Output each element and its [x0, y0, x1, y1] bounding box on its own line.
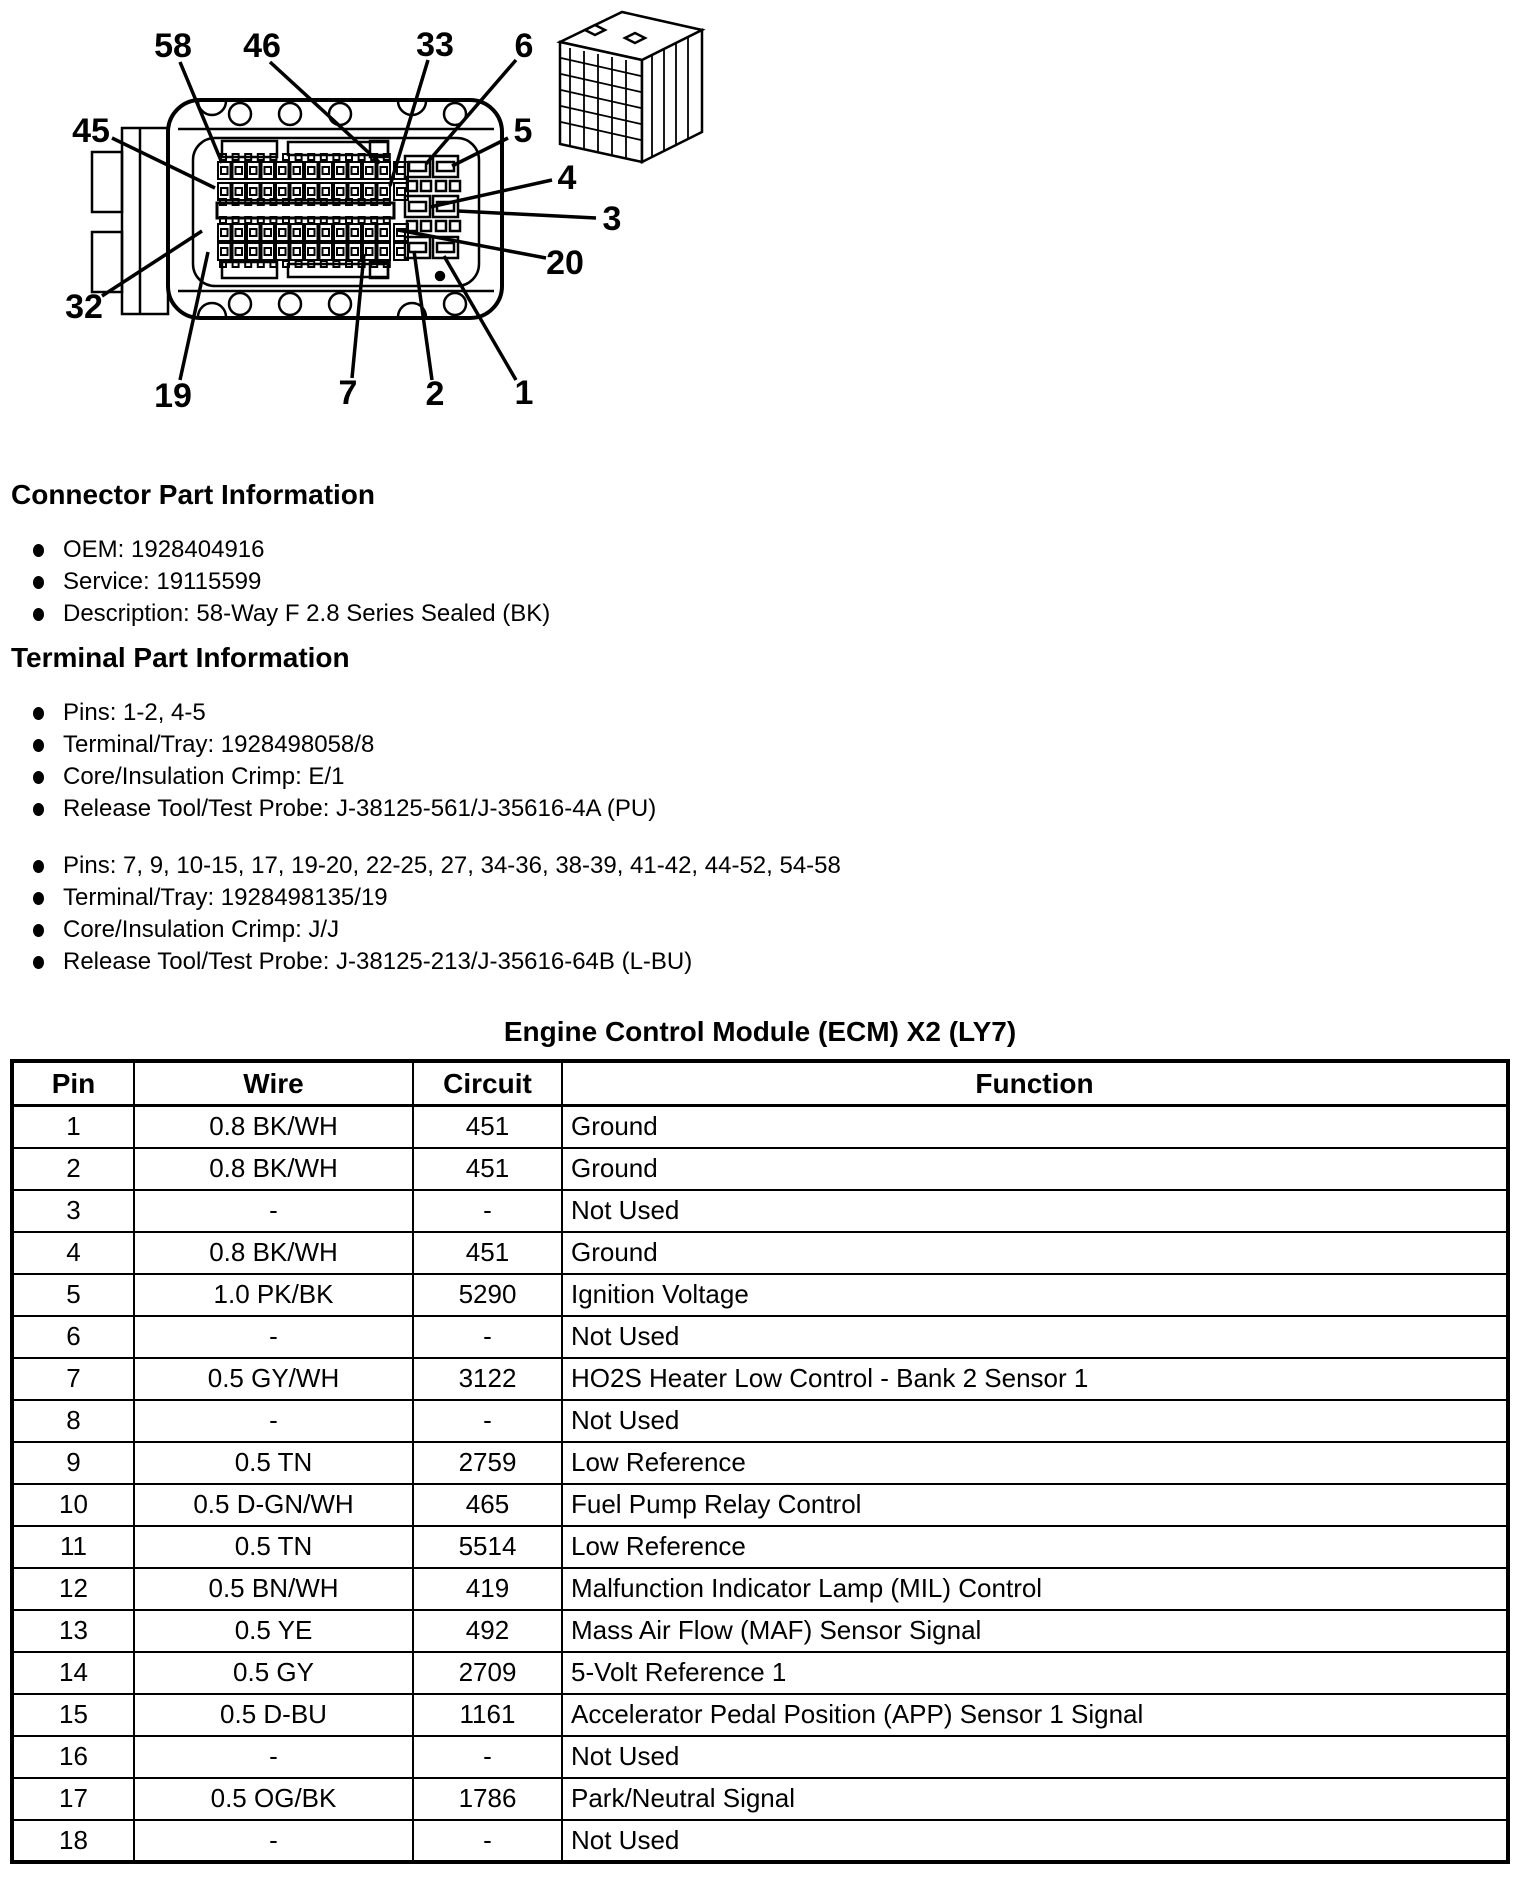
section-heading-terminal: Terminal Part Information: [11, 642, 350, 673]
table-row: [12, 1400, 1508, 1442]
wire-cell: 0.8 BK/WH: [134, 1106, 413, 1148]
wire-cell: 0.5 GY/WH: [134, 1358, 413, 1400]
circuit-cell: -: [413, 1316, 562, 1358]
pinout-table: [10, 1059, 1510, 1864]
pin-cell: 18: [12, 1820, 134, 1862]
pin-cell: 7: [12, 1358, 134, 1400]
table-row: [12, 1190, 1508, 1232]
table-row: [12, 1232, 1508, 1274]
wire-cell: 0.5 D-GN/WH: [134, 1484, 413, 1526]
circuit-cell: 2759: [413, 1442, 562, 1484]
callout-line: [102, 231, 202, 296]
table-row: [12, 1106, 1508, 1148]
table-row: [12, 1610, 1508, 1652]
list-item: Pins: 7, 9, 10-15, 17, 19-20, 22-25, 27, 34-36, 38-39, 41-42, 44-52, 54-58: [32, 853, 841, 885]
circuit-cell: -: [413, 1400, 562, 1442]
table-row: [12, 1484, 1508, 1526]
connector-diagram: [0, 0, 740, 425]
header-function: Function: [562, 1061, 1508, 1106]
header-wire: Wire: [134, 1061, 413, 1106]
list-item: OEM: 1928404916: [32, 537, 550, 569]
callout-label-3: 3: [602, 200, 622, 238]
pin-cell: 8: [12, 1400, 134, 1442]
pin-cell: 10: [12, 1484, 134, 1526]
table-row: [12, 1148, 1508, 1190]
pin-cell: 3: [12, 1190, 134, 1232]
connector-info-list: [32, 537, 550, 633]
circuit-cell: 451: [413, 1148, 562, 1190]
pin-cell: 9: [12, 1442, 134, 1484]
callout-line: [414, 251, 432, 380]
function-cell: Ground: [562, 1106, 1508, 1148]
circuit-cell: 492: [413, 1610, 562, 1652]
wire-cell: 0.5 D-BU: [134, 1694, 413, 1736]
list-item: Description: 58-Way F 2.8 Series Sealed (BK): [32, 601, 550, 633]
table-row: [12, 1442, 1508, 1484]
circuit-cell: 1786: [413, 1778, 562, 1820]
list-item: Core/Insulation Crimp: J/J: [32, 917, 841, 949]
wire-cell: -: [134, 1736, 413, 1778]
callout-label-19: 19: [154, 377, 192, 415]
callout-label-46: 46: [243, 27, 281, 65]
function-cell: Not Used: [562, 1400, 1508, 1442]
circuit-cell: -: [413, 1190, 562, 1232]
table-row: [12, 1526, 1508, 1568]
table-title: Engine Control Module (ECM) X2 (LY7): [503, 1016, 1017, 1047]
pin-cell: 2: [12, 1148, 134, 1190]
callout-label-7: 7: [338, 374, 358, 412]
pin-cell: 16: [12, 1736, 134, 1778]
function-cell: Malfunction Indicator Lamp (MIL) Control: [562, 1568, 1508, 1610]
function-cell: Ignition Voltage: [562, 1274, 1508, 1316]
circuit-cell: 465: [413, 1484, 562, 1526]
callout-label-32: 32: [65, 288, 103, 326]
function-cell: Not Used: [562, 1190, 1508, 1232]
function-cell: Not Used: [562, 1316, 1508, 1358]
function-cell: Not Used: [562, 1820, 1508, 1862]
callout-label-33: 33: [416, 26, 454, 64]
table-header-row: [12, 1061, 1508, 1106]
function-cell: Accelerator Pedal Position (APP) Sensor 1 Signal: [562, 1694, 1508, 1736]
pin-cell: 15: [12, 1694, 134, 1736]
function-cell: 5-Volt Reference 1: [562, 1652, 1508, 1694]
list-item: Terminal/Tray: 1928498135/19: [32, 885, 841, 917]
wire-cell: -: [134, 1820, 413, 1862]
callout-label-2: 2: [425, 375, 445, 413]
function-cell: Fuel Pump Relay Control: [562, 1484, 1508, 1526]
function-cell: Low Reference: [562, 1526, 1508, 1568]
list-item: Terminal/Tray: 1928498058/8: [32, 732, 656, 764]
pinout-table-body: [12, 1106, 1508, 1862]
list-item: Service: 19115599: [32, 569, 550, 601]
circuit-cell: 451: [413, 1232, 562, 1274]
terminal-info-group-1: [32, 700, 656, 828]
callout-line: [430, 180, 552, 207]
function-cell: Low Reference: [562, 1442, 1508, 1484]
circuit-cell: -: [413, 1820, 562, 1862]
table-row: [12, 1778, 1508, 1820]
callout-line: [270, 62, 380, 163]
wire-cell: 0.8 BK/WH: [134, 1148, 413, 1190]
function-cell: Not Used: [562, 1736, 1508, 1778]
function-cell: Ground: [562, 1148, 1508, 1190]
table-row: [12, 1820, 1508, 1862]
circuit-cell: -: [413, 1736, 562, 1778]
terminal-info-group-2: [32, 853, 841, 981]
list-item: Core/Insulation Crimp: E/1: [32, 764, 656, 796]
wire-cell: 0.5 BN/WH: [134, 1568, 413, 1610]
wire-cell: 1.0 PK/BK: [134, 1274, 413, 1316]
table-row: [12, 1274, 1508, 1316]
circuit-cell: 451: [413, 1106, 562, 1148]
circuit-cell: 3122: [413, 1358, 562, 1400]
pin-cell: 17: [12, 1778, 134, 1820]
connector-3d-view: [560, 12, 702, 162]
callout-label-20: 20: [546, 244, 584, 282]
function-cell: HO2S Heater Low Control - Bank 2 Sensor 1: [562, 1358, 1508, 1400]
callout-label-58: 58: [154, 27, 192, 65]
terminal-grid: [218, 154, 408, 267]
circuit-cell: 5290: [413, 1274, 562, 1316]
wire-cell: -: [134, 1400, 413, 1442]
wire-cell: 0.5 OG/BK: [134, 1778, 413, 1820]
circuit-cell: 1161: [413, 1694, 562, 1736]
wire-cell: 0.8 BK/WH: [134, 1232, 413, 1274]
wire-cell: 0.5 TN: [134, 1526, 413, 1568]
callout-label-6: 6: [514, 27, 534, 65]
table-row: [12, 1568, 1508, 1610]
right-terminal-bank: [405, 156, 460, 280]
callout-label-45: 45: [72, 112, 110, 150]
wire-cell: -: [134, 1190, 413, 1232]
header-circuit: Circuit: [413, 1061, 562, 1106]
circuit-cell: 5514: [413, 1526, 562, 1568]
pin-cell: 13: [12, 1610, 134, 1652]
function-cell: Mass Air Flow (MAF) Sensor Signal: [562, 1610, 1508, 1652]
table-row: [12, 1694, 1508, 1736]
callout-label-4: 4: [557, 159, 577, 197]
callout-label-5: 5: [513, 112, 533, 150]
circuit-cell: 419: [413, 1568, 562, 1610]
table-row: [12, 1652, 1508, 1694]
function-cell: Ground: [562, 1232, 1508, 1274]
wire-cell: 0.5 GY: [134, 1652, 413, 1694]
table-row: [12, 1358, 1508, 1400]
callout-label-1: 1: [514, 374, 534, 412]
pin-cell: 11: [12, 1526, 134, 1568]
list-item: Pins: 1-2, 4-5: [32, 700, 656, 732]
pin-cell: 4: [12, 1232, 134, 1274]
pin-cell: 5: [12, 1274, 134, 1316]
wire-cell: 0.5 TN: [134, 1442, 413, 1484]
table-row: [12, 1736, 1508, 1778]
wire-cell: 0.5 YE: [134, 1610, 413, 1652]
pin-cell: 6: [12, 1316, 134, 1358]
pin-cell: 12: [12, 1568, 134, 1610]
pin-cell: 14: [12, 1652, 134, 1694]
list-item: Release Tool/Test Probe: J-38125-213/J-35616-64B (L-BU): [32, 949, 841, 981]
header-pin: Pin: [12, 1061, 134, 1106]
list-item: Release Tool/Test Probe: J-38125-561/J-35616-4A (PU): [32, 796, 656, 828]
section-heading-connector: Connector Part Information: [11, 479, 376, 510]
callout-line: [180, 62, 222, 163]
circuit-cell: 2709: [413, 1652, 562, 1694]
pin-cell: 1: [12, 1106, 134, 1148]
function-cell: Park/Neutral Signal: [562, 1778, 1508, 1820]
table-row: [12, 1316, 1508, 1358]
wire-cell: -: [134, 1316, 413, 1358]
